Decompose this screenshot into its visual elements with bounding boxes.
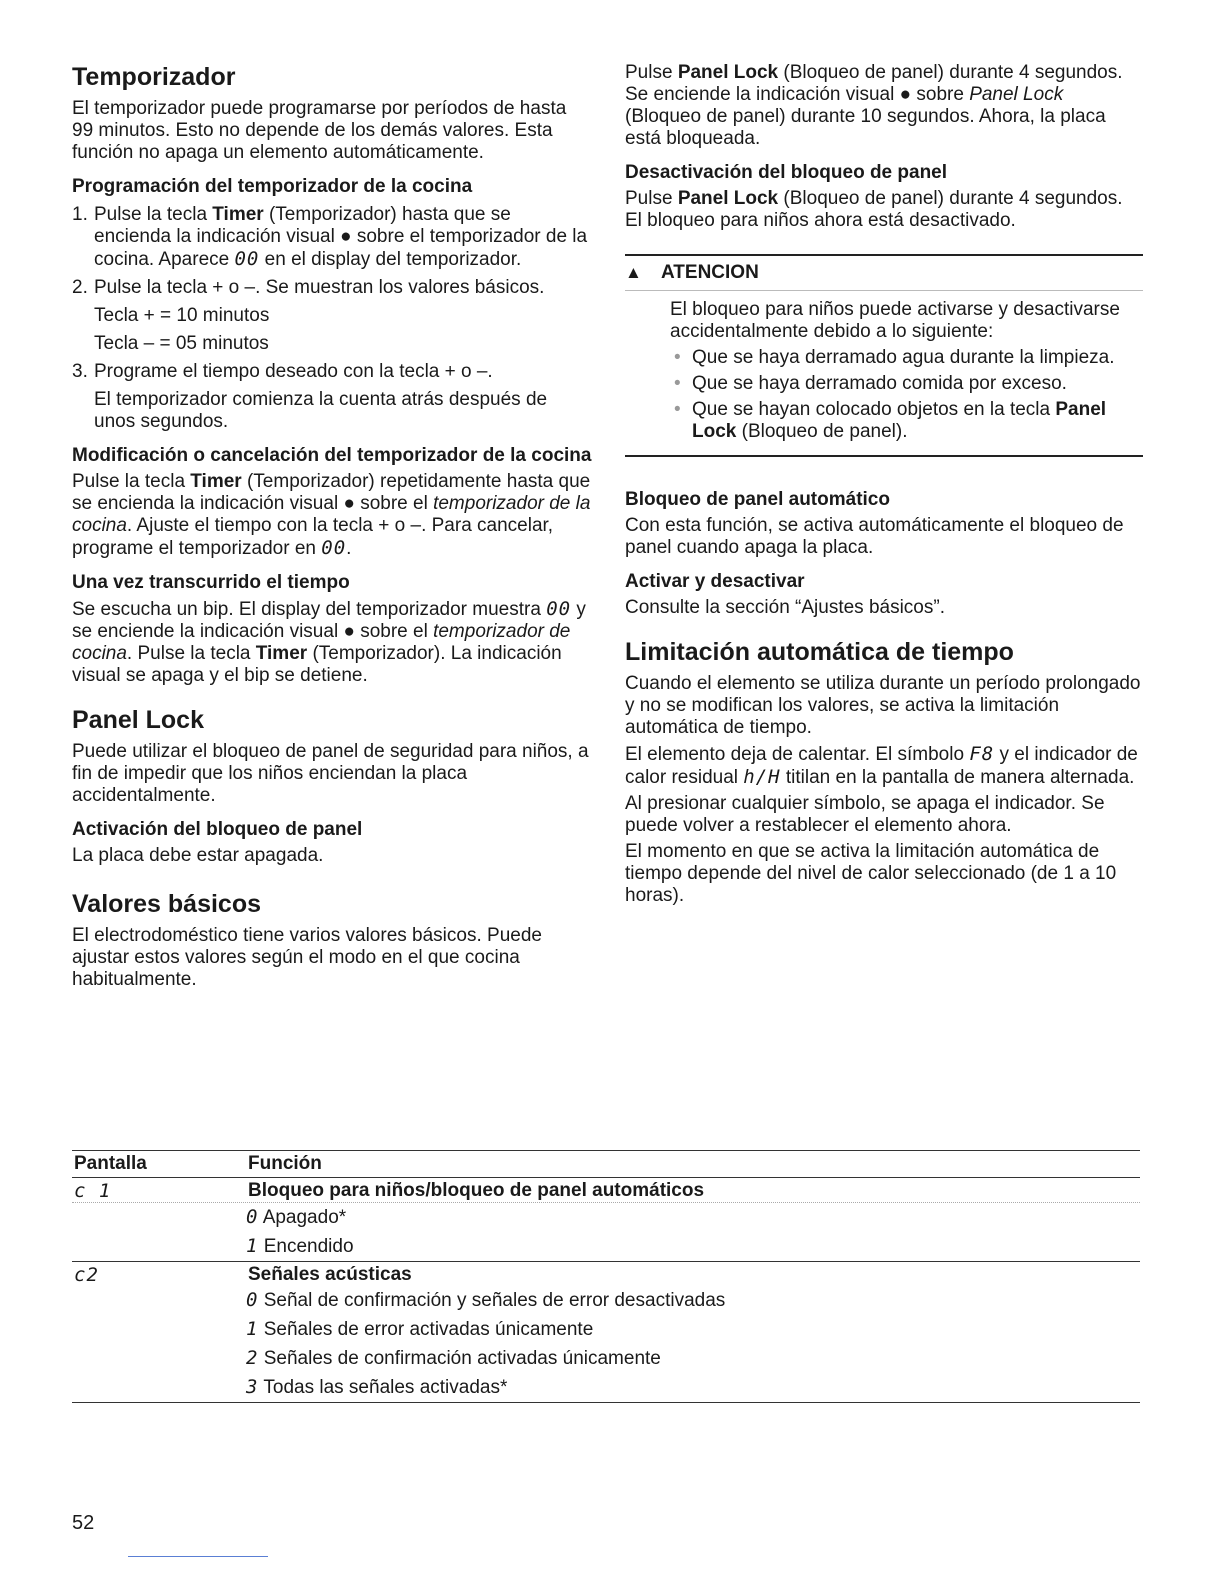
heading-bloqueo-automatico: Bloqueo de panel automático: [625, 489, 890, 510]
heading-modificacion: Modificación o cancelación del temporizador de la cocina: [72, 445, 592, 466]
table-option: 0 Señal de confirmación y señales de error desactivadas: [246, 1289, 726, 1311]
warning-box: [625, 254, 1143, 457]
desactivacion-text: Pulse Panel Lock (Bloqueo de panel) durante 4 segundos. El bloqueo para niños ahora está desactivado.: [625, 188, 1123, 231]
activacion-text: La placa debe estar apagada.: [72, 845, 324, 866]
una-vez-text: Se escucha un bip. El display del temporizador muestra 00 y se enciende la indicación visual ● sobre el temporizador de cocina. Pulse la tecla Timer (Temporizador). La indicación visual se apaga y el bip se detiene.: [72, 598, 586, 686]
table-option: 1 Señales de error activadas únicamente: [246, 1318, 594, 1340]
table-group: [72, 1178, 1140, 1262]
table-row: c2 Señales acústicas: [74, 1264, 412, 1286]
list-item: • Que se hayan colocado objetos en la tecla Panel Lock (Bloqueo de panel).: [670, 399, 1143, 443]
warning-header: [625, 262, 1143, 291]
warning-text: El bloqueo para niños puede activarse y desactivarse accidentalmente debido a lo siguiente:: [670, 299, 1120, 342]
section-title-temporizador: Temporizador: [72, 63, 236, 91]
limitacion-p3: Al presionar cualquier símbolo, se apaga el indicador. Se puede volver a restablecer el elemento ahora.: [625, 793, 1105, 836]
panel-lock-intro: Puede utilizar el bloqueo de panel de seguridad para niños, a fin de impedir que los niños enciendan la placa accidentalmente.: [72, 741, 589, 806]
bloqueo-automatico-text: Con esta función, se activa automáticamente el bloqueo de panel cuando apaga la placa.: [625, 515, 1124, 558]
section-title-valores: Valores básicos: [72, 890, 262, 918]
table-option: 3 Todas las señales activadas*: [246, 1376, 508, 1398]
limitacion-p4: El momento en que se activa la limitación automática de tiempo depende del nivel de calor seleccionado (de 1 a 10 horas).: [625, 841, 1117, 906]
list-item: • Que se haya derramado agua durante la limpieza.: [670, 347, 1143, 369]
step-2: 2. Pulse la tecla + o –. Se muestran los valores básicos. Tecla + = 10 minutos Tecla – = 05 minutos: [72, 277, 545, 354]
table-header: Pantalla Función: [72, 1150, 1140, 1178]
list-item: • Que se haya derramado comida por exceso.: [670, 373, 1143, 395]
modificacion-text: Pulse la tecla Timer (Temporizador) repetidamente hasta que se encienda la indicación visual ● sobre el temporizador de la cocina. Ajuste el tiempo con la tecla + o –. Para cancelar, programe el temporizador en 00.: [72, 471, 591, 559]
table-option: 0 Apagado*: [246, 1206, 347, 1228]
activar-desactivar-text: Consulte la sección “Ajustes básicos”.: [625, 597, 945, 618]
steps-list: [72, 204, 592, 433]
warning-triangle-icon: ▲: [625, 263, 642, 282]
table-option: 2 Señales de confirmación activadas únicamente: [246, 1347, 661, 1369]
limitacion-p1: Cuando el elemento se utiliza durante un período prolongado y no se modifican los valores, se activa la limitación automática de tiempo.: [625, 673, 1141, 738]
step-3: 3. Programe el tiempo deseado con la tecla + o –. El temporizador comienza la cuenta atrás después de unos segundos.: [72, 361, 548, 432]
section-title-limitacion: Limitación automática de tiempo: [625, 638, 1014, 666]
heading-una-vez: Una vez transcurrido el tiempo: [72, 572, 350, 593]
page-number: 52: [72, 1512, 95, 1534]
section-title-panel-lock: Panel Lock: [72, 706, 204, 734]
limitacion-p2: El elemento deja de calentar. El símbolo F8 y el indicador de calor residual h/H titilan en la pantalla de manera alternada.: [625, 743, 1138, 788]
settings-table: [72, 1150, 1140, 1403]
warning-list: [670, 347, 1143, 443]
heading-programacion: Programación del temporizador de la cocina: [72, 176, 473, 197]
table-group: [72, 1262, 1140, 1403]
table-row: c 1 Bloqueo para niños/bloqueo de panel automáticos: [72, 1178, 1140, 1203]
left-column: [72, 62, 592, 991]
heading-activar-desactivar: Activar y desactivar: [625, 571, 805, 592]
heading-activacion: Activación del bloqueo de panel: [72, 819, 363, 840]
table-option: 1 Encendido: [246, 1235, 354, 1257]
segment-display: 00: [234, 248, 260, 270]
temporizador-intro: El temporizador puede programarse por períodos de hasta 99 minutos. Esto no depende de los demás valores. Esta función no apaga un elemento automáticamente.: [72, 98, 567, 163]
footer-divider: [128, 1556, 268, 1557]
panel-lock-activation-text: Pulse Panel Lock (Bloqueo de panel) durante 4 segundos. Se enciende la indicación visual ● sobre Panel Lock (Bloqueo de panel) durante 10 segundos. Ahora, la placa está bloqueada.: [625, 62, 1123, 149]
warning-title: ATENCION: [661, 262, 759, 283]
heading-desactivacion: Desactivación del bloqueo de panel: [625, 162, 948, 183]
right-column: [625, 62, 1143, 907]
step-1: 1. Pulse la tecla Timer (Temporizador) hasta que se encienda la indicación visual ● sobre el temporizador de la cocina. Aparece 00 en el display del temporizador.: [72, 204, 588, 270]
valores-intro: El electrodoméstico tiene varios valores básicos. Puede ajustar estos valores según el modo en el que cocina habitualmente.: [72, 925, 542, 990]
